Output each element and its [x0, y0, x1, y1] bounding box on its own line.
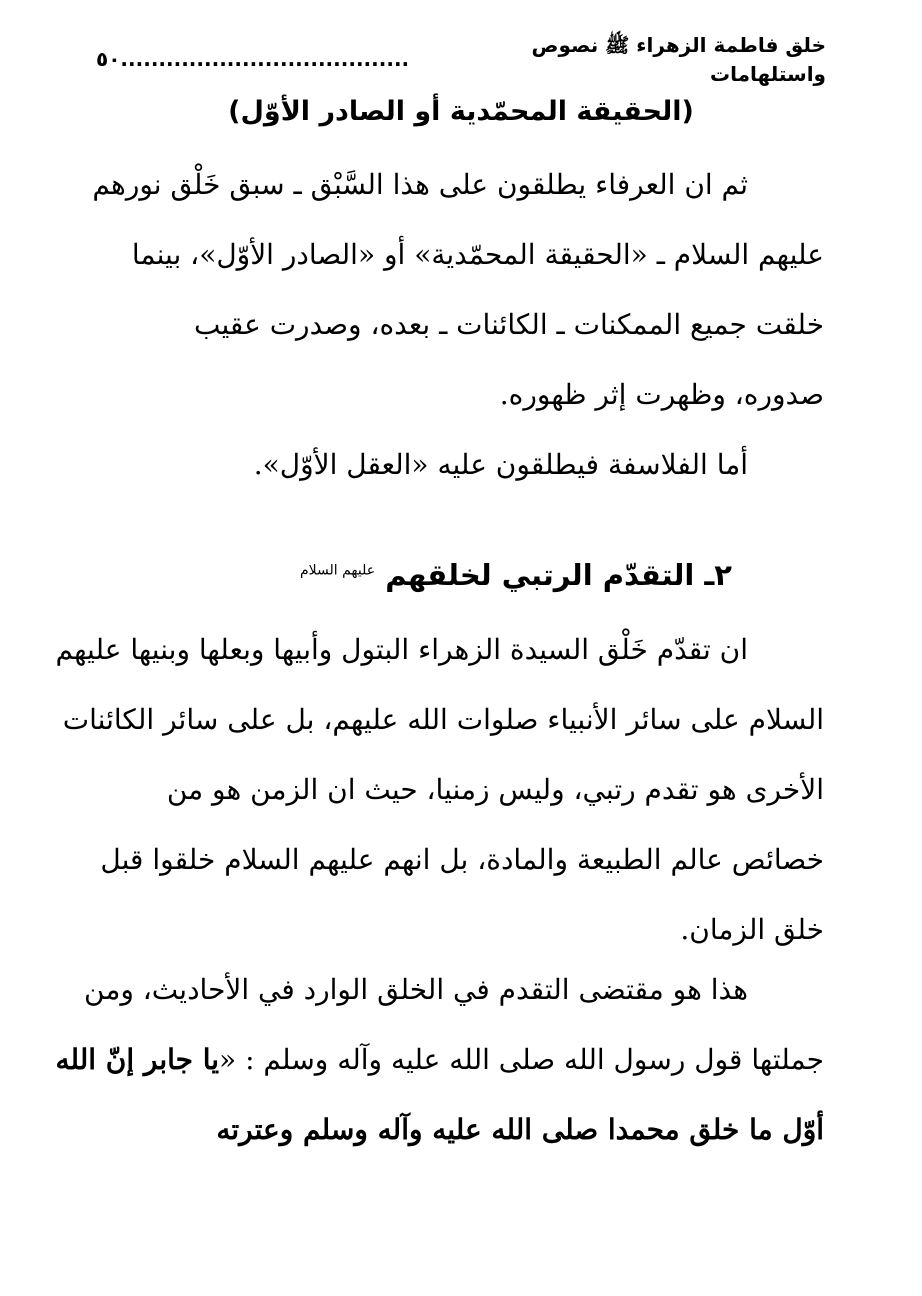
paragraph-1-line-4: صدوره، وظهرت إثر ظهوره. [499, 378, 824, 411]
paragraph-1 [92, 150, 824, 500]
paragraph-4-line-2 [55, 1025, 824, 1095]
paragraph-2-line-1: أما الفلاسفة فيطلقون عليه «العقل الأوّل». [253, 448, 748, 481]
paragraph-1-line-3: خلقت جميع الممكنات ـ الكائنات ـ بعده، وصدرت عقيب [193, 308, 824, 341]
paragraph-1-line-1: ثم ان العرفاء يطلقون على هذا السَّبْق ـ سبق خَلْق نورهم [92, 168, 748, 201]
section-heading [0, 558, 732, 592]
page-number: ٥٠ [96, 47, 121, 71]
paragraph-4 [55, 955, 824, 1165]
paragraph-3-line-2: السلام على سائر الأنبياء صلوات الله عليهم، بل على سائر الكائنات [62, 703, 824, 736]
paragraph-4-line-2-plain: جملتها قول رسول الله صلى الله عليه وآله وسلم : « [219, 1043, 824, 1076]
hadith-quote-line: أوّل ما خلق محمدا صلى الله عليه وآله وسلم وعترته [216, 1113, 824, 1146]
paragraph-1-line-2: عليهم السلام ـ «الحقيقة المحمّدية» أو «الصادر الأوّل»، بينما [131, 238, 824, 271]
paragraph-3-line-3: الأخرى هو تقدم رتبي، وليس زمنيا، حيث ان الزمن هو من [166, 773, 824, 806]
paragraph-3-line-5: خلق الزمان. [680, 913, 824, 946]
running-header [96, 32, 826, 86]
section-heading-text: ٢ـ التقدّم الرتبي لخلقهم [385, 558, 732, 592]
header-dots: ...................................... [120, 47, 410, 71]
paragraph-3-line-4: خصائص عالم الطبيعة والمادة، بل انهم عليهم السلام خلقوا قبل [100, 843, 824, 876]
book-title: خلق فاطمة الزهراء ﷺ نصوص واستلهامات [531, 32, 826, 86]
paragraph-3-line-1: ان تقدّم خَلْق السيدة الزهراء البتول وأبيها وبعلها وبنيها عليهم [55, 633, 748, 666]
honorific-symbol: عليهم السلام [300, 562, 376, 579]
hadith-quote-start: يا جابر إنّ الله [55, 1043, 220, 1076]
paragraph-4-line-1: هذا هو مقتضى التقدم في الخلق الوارد في الأحاديث، ومن [84, 973, 748, 1006]
section-subtitle: (الحقيقة المحمّدية أو الصادر الأوّل) [228, 96, 694, 127]
paragraph-3 [55, 615, 824, 965]
